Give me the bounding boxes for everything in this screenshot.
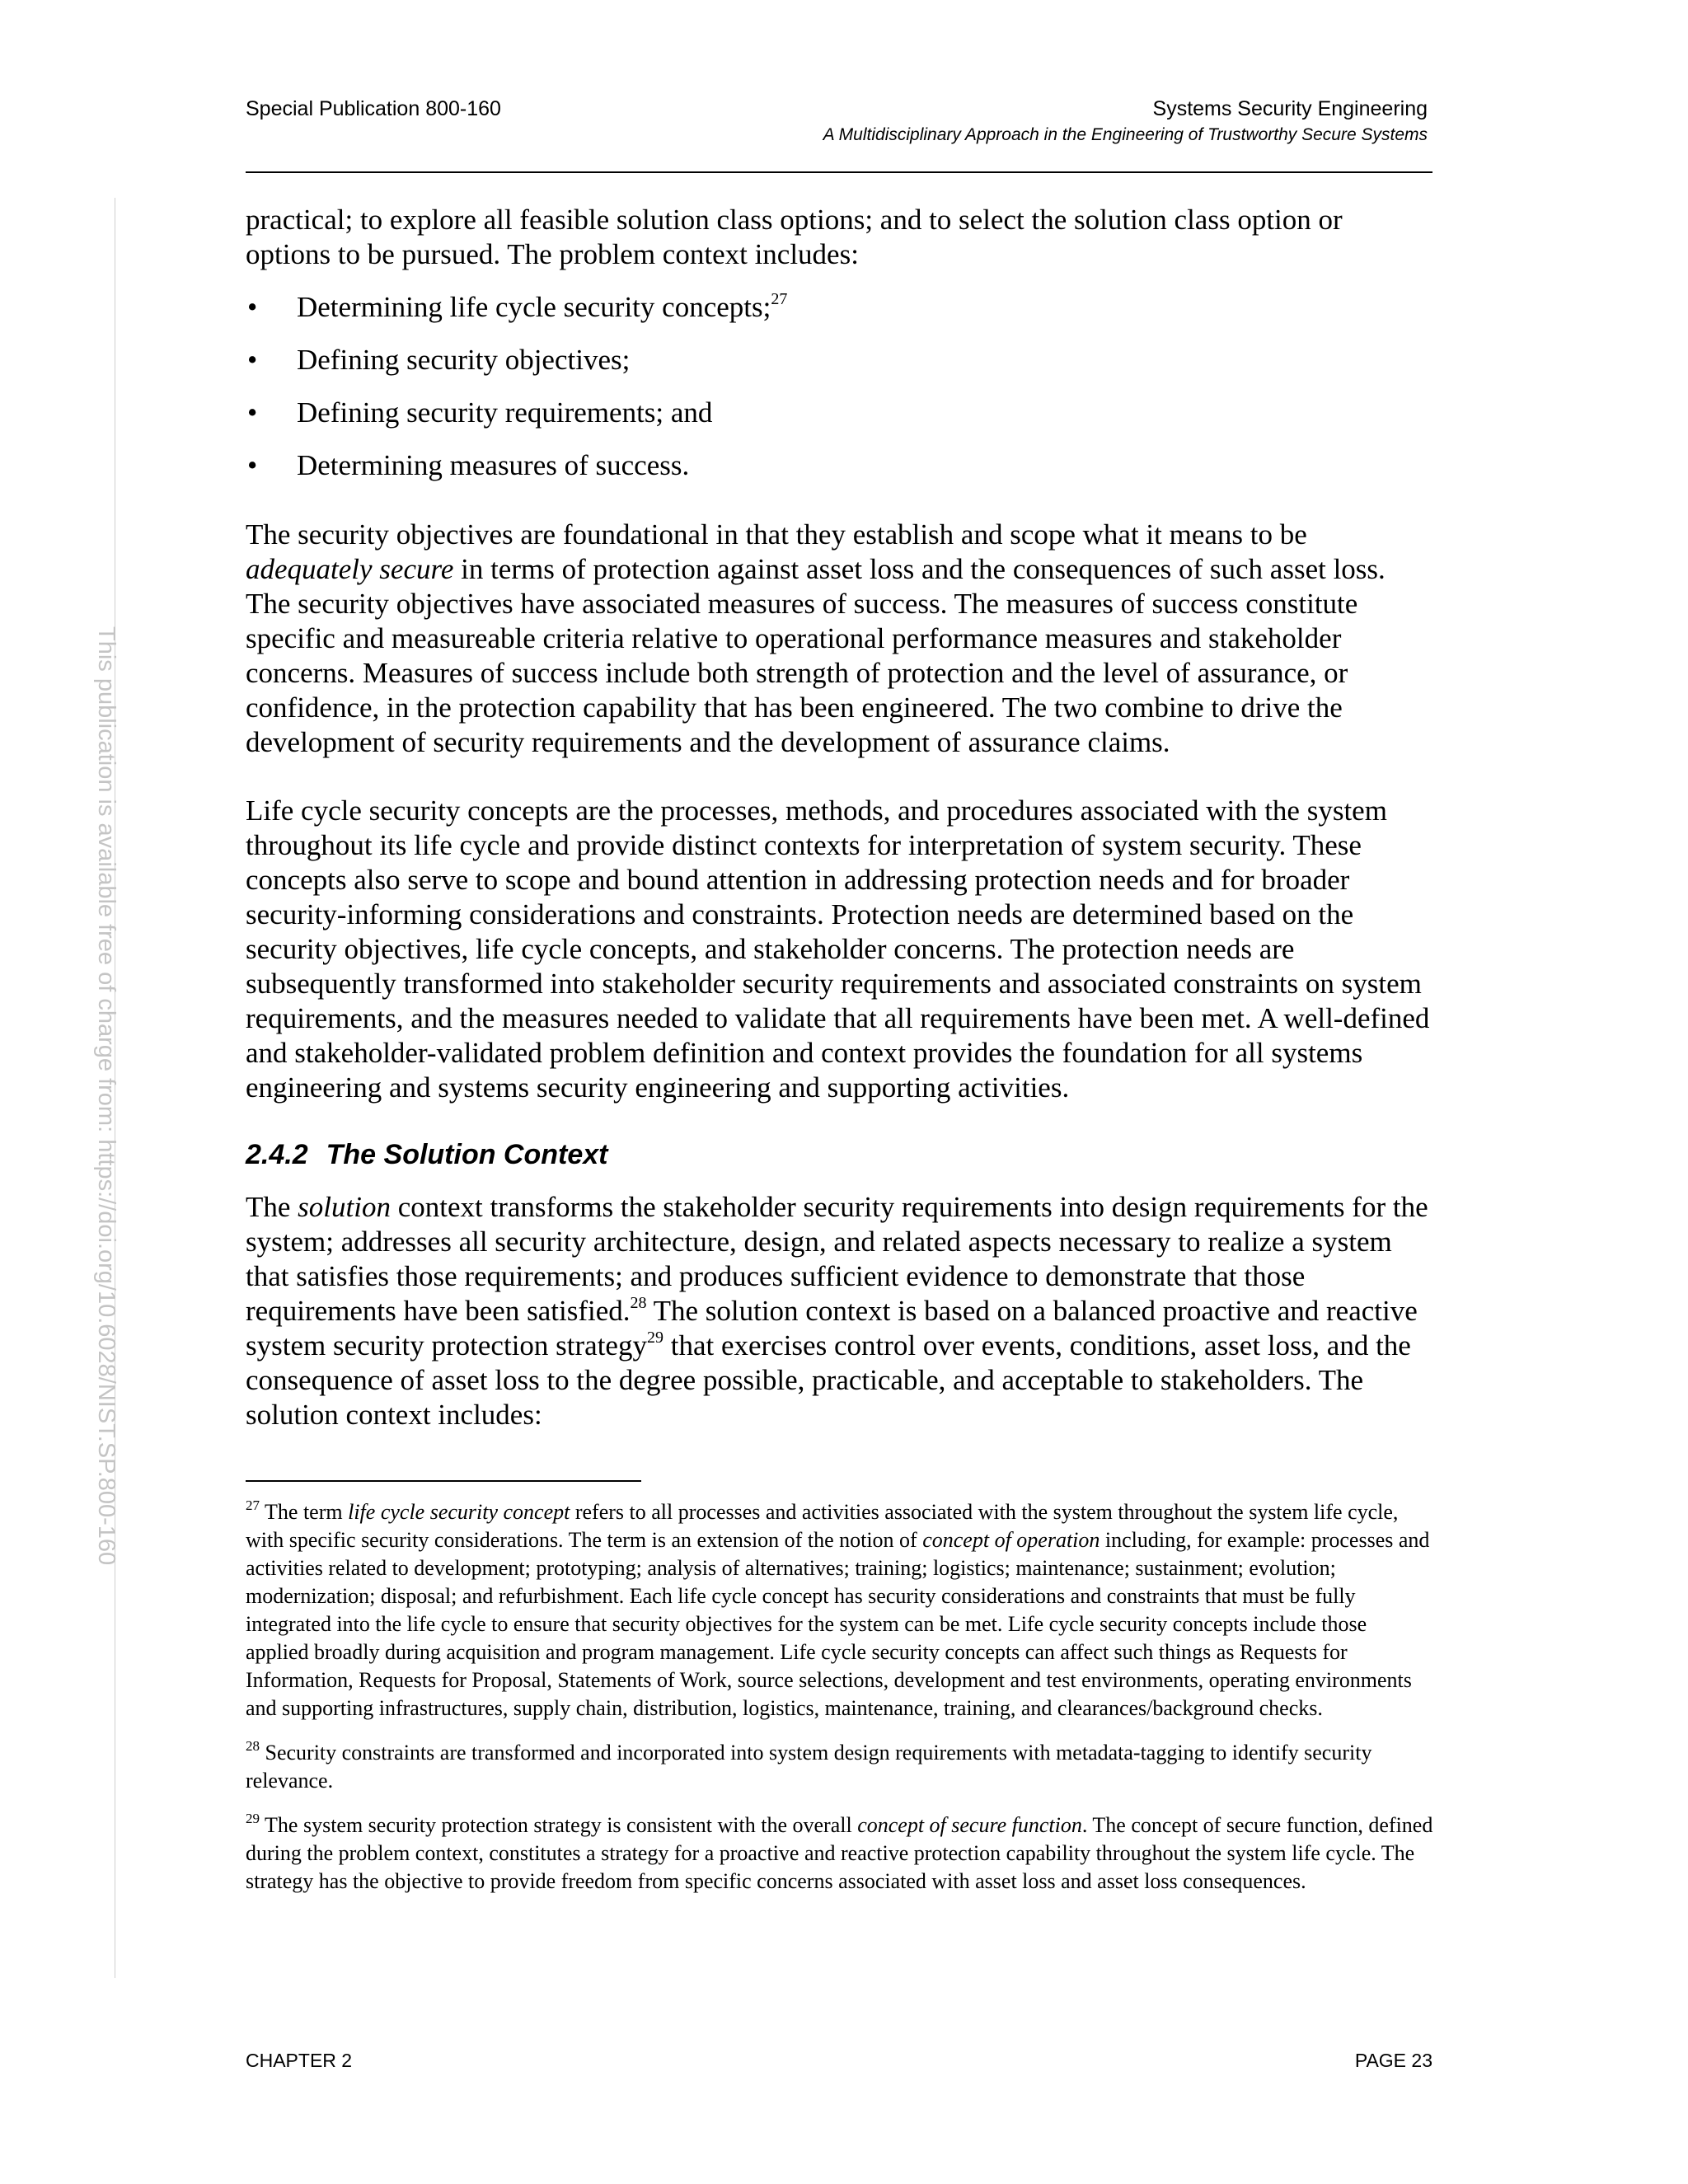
- list-item: [246, 343, 1434, 377]
- availability-watermark-text: This publication is available free of charge from: https://doi.org/10.6028/NIST.SP.800-160: [93, 626, 120, 1566]
- footnote-text: . The concept of secure function, defined during the problem context, constitutes a strategy for a proactive and reactive protection capability throughout the system life cycle. The strategy has the objective to provide freedom from specific concerns associated with asset loss and asset loss consequences.: [246, 1813, 1433, 1893]
- emphasis-text: adequately secure: [246, 553, 454, 585]
- footnote-divider: [246, 1480, 641, 1482]
- footnote-text: including, for example: processes and activities related to development; prototyping; analysis of alternatives; training; logistics; maintenance; sustainment; evolution; modernization; disposal; and refurbishment. Each life cycle concept has security considerations and constraints that must be fully integrated into the life cycle to ensure that security objectives for the system can be met. Life cycle security concepts include those applied broadly during acquisition and program management. Life cycle security concepts can affect such things as Requests for Information, Requests for Proposal, Statements of Work, source selections, development and test environments, operating environments and supporting infrastructures, supply chain, distribution, logistics, maintenance, training, and clearances/background checks.: [246, 1528, 1430, 1720]
- emphasis-text: solution: [298, 1191, 391, 1223]
- bullet-icon: •: [247, 344, 258, 376]
- bullet-icon: •: [247, 291, 258, 323]
- footnote-number: 28: [246, 1738, 260, 1755]
- paragraph-text: context transforms the stakeholder security requirements into design requirements for the system; addresses all security architecture, design, and related aspects necessary to realize a system that satisfies those requirements; and produces sufficient evidence to demonstrate that those requirements have been satisfied.: [246, 1191, 1428, 1327]
- footnote: [246, 1498, 1434, 1722]
- footnote-text: refers to all processes and activities associated with the system throughout the system life cycle, with specific security considerations. The term is an extension of the notion of: [246, 1500, 1399, 1552]
- header-publication-id: Special Publication 800-160: [246, 97, 501, 120]
- intro-text: practical; to explore all feasible solution class options; and to select the solution class option or options to be pursued. The problem context includes:: [246, 204, 1343, 270]
- emphasis-text: concept of operation: [922, 1528, 1100, 1552]
- bullet-icon: •: [247, 396, 258, 429]
- list-item: [246, 290, 1434, 325]
- footnote-text: The system security protection strategy is consistent with the overall: [260, 1813, 858, 1837]
- footnote-text: The term: [260, 1500, 349, 1524]
- footnote-text: Security constraints are transformed and incorporated into system design requirements with metadata-tagging to identify security relevance.: [246, 1741, 1372, 1793]
- header-subtitle: A Multidisciplinary Approach in the Engineering of Trustworthy Secure Systems: [823, 125, 1428, 144]
- emphasis-text: concept of secure function: [857, 1813, 1082, 1837]
- footer-chapter: CHAPTER 2: [246, 2050, 353, 2071]
- list-item-text: Determining measures of success.: [297, 449, 690, 481]
- availability-watermark: [77, 626, 120, 1599]
- paragraph-text: in terms of protection against asset loss and the consequences of such asset loss. The security objectives have associated measures of success. The measures of success constitute specific and measureable criteria relative to operational performance measures and stakeholder concerns. Measures of success include both strength of protection and the level of assurance, or confidence, in the protection capability that has been engineered. The two combine to drive the development of security requirements and the development of assurance claims.: [246, 553, 1386, 758]
- problem-context-list: [246, 290, 1434, 501]
- section-title: The Solution Context: [326, 1139, 608, 1170]
- list-item: [246, 448, 1434, 483]
- footnotes: [246, 1498, 1434, 1912]
- header-title: Systems Security Engineering: [1152, 97, 1428, 120]
- list-item-text: Defining security objectives;: [297, 344, 631, 376]
- life-cycle-concepts-paragraph: [246, 794, 1434, 1105]
- paragraph-text: The security objectives are foundational in that they establish and scope what it means to be: [246, 518, 1307, 551]
- list-item-text: Defining security requirements; and: [297, 396, 713, 429]
- paragraph-text: The solution context is based on a balanced proactive and reactive system security protection strategy: [246, 1295, 1418, 1361]
- emphasis-text: life cycle security concept: [348, 1500, 570, 1524]
- footnote-number: 29: [246, 1811, 260, 1827]
- footer-page-number: PAGE 23: [1354, 2050, 1432, 2071]
- footnote-ref[interactable]: 27: [771, 290, 788, 309]
- list-item: [246, 396, 1434, 430]
- footnote: [246, 1811, 1434, 1896]
- list-item-text: Determining life cycle security concepts;: [297, 291, 771, 323]
- bullet-icon: •: [247, 449, 258, 481]
- header-divider: [246, 171, 1432, 173]
- paragraph-text: The: [246, 1191, 298, 1223]
- security-objectives-paragraph: [246, 518, 1434, 760]
- section-number: 2.4.2: [246, 1139, 308, 1170]
- paragraph-text: that exercises control over events, conditions, asset loss, and the consequence of asset loss to the degree possible, practicable, and acceptable to stakeholders. The solution context includes:: [246, 1329, 1411, 1431]
- solution-context-paragraph: [246, 1190, 1434, 1432]
- paragraph-text: Life cycle security concepts are the processes, methods, and procedures associated with the system throughout its life cycle and provide distinct contexts for interpretation of system security. These concepts also serve to scope and bound attention in addressing protection needs and for broader security-informing considerations and constraints. Protection needs are determined based on the security objectives, life cycle concepts, and stakeholder concerns. The protection needs are subsequently transformed into stakeholder security requirements and associated constraints on system requirements, and the measures needed to validate that all requirements have been met. A well-defined and stakeholder-validated problem definition and context provides the foundation for all systems engineering and systems security engineering and supporting activities.: [246, 794, 1430, 1104]
- footnote-ref[interactable]: 28: [630, 1294, 647, 1313]
- footnote: [246, 1739, 1434, 1795]
- footnote-number: 27: [246, 1497, 260, 1514]
- intro-paragraph: [246, 203, 1434, 272]
- footnote-ref[interactable]: 29: [646, 1329, 663, 1347]
- section-heading: [246, 1139, 607, 1171]
